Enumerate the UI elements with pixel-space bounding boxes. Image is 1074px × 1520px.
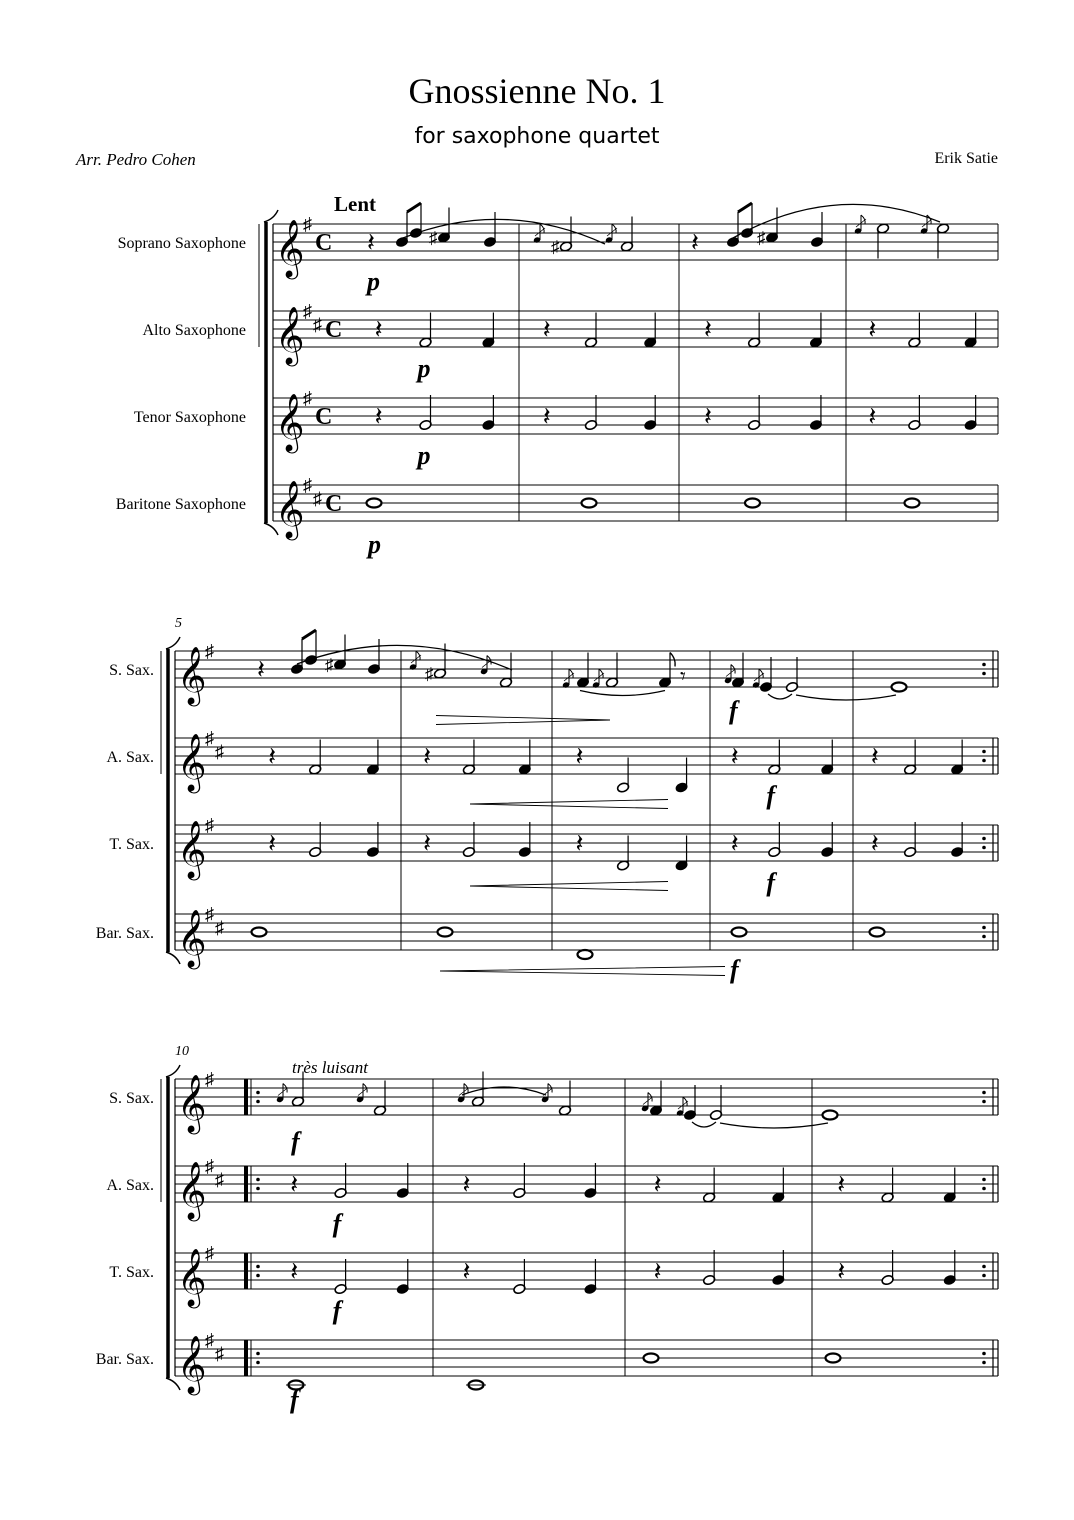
time-signature: C (315, 404, 333, 430)
quarter-rest-icon: 𝄽 (730, 829, 739, 858)
dynamic-forte: f (766, 868, 776, 897)
key-signature-sharp: ♯ (313, 314, 322, 335)
repeat-dot (982, 935, 986, 939)
key-signature-sharp: ♯ (303, 475, 312, 495)
treble-clef-icon: 𝄞 (177, 1075, 207, 1131)
score-title: Gnossienne No. 1 (408, 71, 666, 111)
quarter-rest-icon: 𝄽 (423, 742, 432, 771)
repeat-start-thick (244, 1253, 248, 1289)
repeat-dot (256, 1265, 260, 1269)
quarter-rest-icon: 𝄽 (691, 228, 699, 257)
quarter-rest-icon: 𝄽 (653, 1170, 662, 1199)
beam (407, 203, 421, 212)
repeat-dot (982, 926, 986, 930)
repeat-dot (982, 750, 986, 754)
repeat-dot (256, 1100, 260, 1104)
measure-number: 10 (175, 1044, 189, 1059)
whole-note (438, 928, 453, 937)
accidental-sharp: ♯ (429, 228, 438, 248)
treble-clef-icon: 𝄞 (177, 1249, 207, 1305)
repeat-dot (256, 1274, 260, 1278)
dynamic-forte: f (291, 1127, 300, 1156)
repeat-dot (982, 672, 986, 676)
repeat-dot (982, 1091, 986, 1095)
system-1 (116, 210, 998, 541)
repeat-dot (256, 1091, 260, 1095)
quarter-rest-icon: 𝄽 (374, 315, 383, 344)
staff-ssax (109, 1069, 998, 1135)
treble-clef-icon: 𝄞 (177, 1336, 207, 1392)
repeat-dot (256, 1178, 260, 1182)
instrument-label: Soprano Saxophone (117, 235, 246, 252)
dynamic-forte: f (766, 781, 776, 810)
quarter-rest-icon: 𝄽 (837, 1257, 846, 1286)
system-3 (96, 1044, 998, 1396)
repeat-dot (982, 1265, 986, 1269)
key-signature-sharp: ♯ (215, 1343, 224, 1364)
repeat-dot (982, 837, 986, 841)
repeat-dot (256, 1187, 260, 1191)
tempo-marking: Lent (334, 192, 376, 216)
time-signature: C (325, 491, 343, 517)
staff-barsax (116, 475, 998, 541)
whole-note (826, 1354, 841, 1363)
time-signature: C (325, 317, 343, 343)
time-signature: C (315, 230, 333, 256)
instrument-label: A. Sax. (106, 749, 154, 766)
tie (580, 691, 665, 696)
tie (768, 694, 792, 699)
whole-note (252, 928, 267, 937)
instrument-label: S. Sax. (109, 1090, 154, 1107)
instrument-label: Baritone Saxophone (115, 496, 246, 513)
quarter-rest-icon: 𝄽 (290, 1170, 299, 1199)
eighth-rest-icon: 𝄾 (680, 663, 686, 689)
quarter-rest-icon: 𝄽 (268, 742, 277, 771)
instrument-label: Tenor Saxophone (133, 409, 246, 426)
quarter-rest-icon: 𝄽 (423, 829, 432, 858)
staff-ssax (109, 641, 998, 707)
quarter-rest-icon: 𝄽 (268, 829, 277, 858)
tie (692, 1122, 716, 1127)
instrument-label: Bar. Sax. (95, 925, 154, 942)
dynamic-piano: p (417, 354, 431, 383)
quarter-rest-icon: 𝄽 (837, 1170, 846, 1199)
whole-note (578, 950, 593, 959)
treble-clef-icon: 𝄞 (275, 220, 305, 276)
key-signature-sharp: ♯ (303, 388, 312, 408)
key-signature-sharp: ♯ (313, 488, 322, 509)
crescendo-hairpin (470, 882, 668, 891)
key-signature-sharp: ♯ (215, 741, 224, 762)
quarter-rest-icon: 𝄽 (542, 315, 551, 344)
composer-credit: Erik Satie (934, 150, 998, 167)
quarter-rest-icon: 𝄽 (575, 742, 584, 771)
staff-asax (106, 1156, 998, 1222)
accidental-sharp: ♯ (425, 664, 434, 684)
quarter-rest-icon: 𝄽 (367, 228, 375, 257)
key-signature-sharp: ♯ (205, 1330, 214, 1350)
instrument-label: S. Sax. (109, 662, 154, 679)
quarter-rest-icon: 𝄽 (704, 402, 713, 431)
quarter-rest-icon: 𝄽 (730, 742, 739, 771)
instrument-label: Alto Saxophone (142, 322, 246, 339)
treble-clef-icon: 𝄞 (177, 734, 207, 790)
whole-note (905, 499, 920, 508)
repeat-start-thick (244, 1079, 248, 1115)
whole-note (823, 1111, 838, 1120)
dynamic-forte: f (730, 955, 739, 984)
treble-clef-icon: 𝄞 (275, 394, 305, 450)
score-subtitle: for saxophone quartet (414, 124, 660, 149)
repeat-dot (982, 1187, 986, 1191)
key-signature-sharp: ♯ (215, 917, 224, 938)
dynamic-piano: p (368, 530, 381, 559)
staff-tsax (109, 1243, 998, 1309)
expression-text: très luisant (292, 1058, 369, 1077)
instrument-label: T. Sax. (109, 1264, 154, 1281)
quarter-rest-icon: 𝄽 (653, 1257, 662, 1286)
staff-tsax (109, 815, 998, 881)
repeat-dot (982, 663, 986, 667)
key-signature-sharp: ♯ (205, 815, 214, 835)
whole-note (745, 499, 760, 508)
treble-clef-icon: 𝄞 (177, 1162, 207, 1218)
repeat-dot (256, 1361, 260, 1365)
key-signature-sharp: ♯ (205, 1243, 214, 1263)
key-signature-sharp: ♯ (205, 1156, 214, 1176)
accidental-sharp: ♯ (551, 237, 560, 257)
key-signature-sharp: ♯ (215, 1169, 224, 1190)
quarter-rest-icon: 𝄽 (290, 1257, 299, 1286)
whole-note (367, 499, 382, 508)
treble-clef-icon: 𝄞 (275, 307, 305, 363)
key-signature-sharp: ♯ (205, 728, 214, 748)
staff-barsax (96, 904, 998, 970)
whole-note (582, 499, 597, 508)
quarter-rest-icon: 𝄽 (257, 655, 265, 684)
key-signature-sharp: ♯ (303, 214, 312, 234)
dynamic-forte: f (290, 1385, 299, 1414)
quarter-rest-icon: 𝄽 (868, 315, 877, 344)
treble-clef-icon: 𝄞 (275, 481, 305, 537)
repeat-dot (982, 1178, 986, 1182)
instrument-label: Bar. Sax. (95, 1351, 154, 1368)
dynamic-piano: p (417, 441, 431, 470)
dynamic-forte: f (332, 1296, 342, 1325)
accidental-sharp: ♯ (325, 655, 334, 675)
quarter-rest-icon: 𝄽 (870, 829, 879, 858)
repeat-dot (256, 1352, 260, 1356)
staff-barsax (96, 1330, 998, 1396)
key-signature-sharp: ♯ (205, 904, 214, 924)
dynamic-piano: p (367, 267, 380, 296)
whole-note (870, 928, 885, 937)
quarter-rest-icon: 𝄽 (868, 402, 877, 431)
crescendo-hairpin (470, 800, 668, 809)
whole-note (892, 683, 907, 692)
quarter-rest-icon: 𝄽 (542, 402, 551, 431)
dynamic-forte: f (729, 696, 738, 725)
key-signature-sharp: ♯ (205, 1069, 214, 1089)
crescendo-hairpin (440, 967, 725, 976)
repeat-start-thick (244, 1166, 248, 1202)
treble-clef-icon: 𝄞 (177, 910, 207, 966)
whole-note (644, 1354, 659, 1363)
quarter-rest-icon: 𝄽 (870, 742, 879, 771)
repeat-dot (982, 1352, 986, 1356)
repeat-dot (982, 1361, 986, 1365)
decrescendo-hairpin (436, 716, 610, 725)
quarter-rest-icon: 𝄽 (374, 402, 383, 431)
quarter-rest-icon: 𝄽 (462, 1257, 471, 1286)
treble-clef-icon: 𝄞 (177, 647, 207, 703)
arranger-credit: Arr. Pedro Cohen (76, 150, 196, 169)
repeat-dot (982, 759, 986, 763)
treble-clef-icon: 𝄞 (177, 821, 207, 877)
quarter-rest-icon: 𝄽 (575, 829, 584, 858)
repeat-dot (982, 846, 986, 850)
key-signature-sharp: ♯ (205, 641, 214, 661)
dynamic-forte: f (332, 1209, 342, 1238)
accidental-sharp: ♯ (757, 228, 766, 248)
whole-note (732, 928, 747, 937)
repeat-start-thick (244, 1340, 248, 1376)
repeat-dot (982, 1100, 986, 1104)
repeat-dot (982, 1274, 986, 1278)
instrument-label: A. Sax. (106, 1177, 154, 1194)
key-signature-sharp: ♯ (303, 301, 312, 321)
measure-number: 5 (175, 616, 182, 631)
quarter-rest-icon: 𝄽 (462, 1170, 471, 1199)
quarter-rest-icon: 𝄽 (704, 315, 713, 344)
system-2 (96, 616, 998, 970)
tie (796, 695, 896, 700)
instrument-label: T. Sax. (109, 836, 154, 853)
